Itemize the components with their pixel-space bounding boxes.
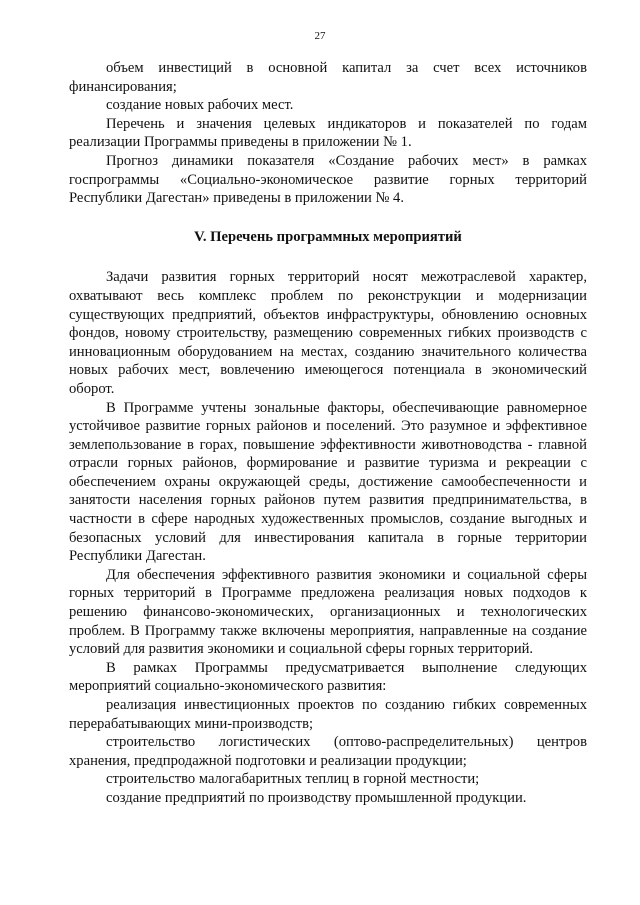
paragraph-tasks: Задачи развития горных территорий носят межотраслевой характер, охватывают весь комплекс проблем по реконструкции и модернизации существующих предприятий, объектов инфраструктуры, обновлению основных фондов, новому строительству, размещению современных гибких производств с инновационным оборудованием на местах, созданию значительного количества новых рабочих мест, вовлечению имеющегося потенциала в экономический оборот. [69, 269, 587, 397]
page-content [69, 59, 587, 808]
paragraph-zonal-factors: В Программе учтены зональные факторы, обеспечивающие равномерное устойчивое развитие горных районов и поселений. Это разумное и эффективное землепользование в горах, повышение эффективности животноводства - главной отрасли горных районов, формирование и развитие туризма и рекреации с обеспечением охраны окружающей среды, достижение самообеспеченности и занятости населения горных районов путем развития предпринимательства, в частности в сфере народных художественных промыслов, создание выгодных и безопасных условий для инвестирования капитала в горные территории Республики Дагестан. [69, 399, 587, 565]
page-number: 27 [314, 30, 326, 42]
paragraph-measures-intro: В рамках Программы предусматривается выполнение следующих мероприятий социально-экономического развития: [69, 659, 587, 695]
list-item-logistics-centers: строительство логистических (оптово-распределительных) центров хранения, предпродажной подготовки и реализации продукции; [69, 734, 587, 769]
list-item-investment-projects: реализация инвестиционных проектов по созданию гибких современных перерабатывающих мини-производств; [69, 697, 587, 732]
paragraph-new-jobs: создание новых рабочих мест. [106, 97, 294, 114]
paragraph-indicators-list: Перечень и значения целевых индикаторов и показателей по годам реализации Программы приведены в приложении № 1. [69, 115, 587, 151]
list-item-greenhouses: строительство малогабаритных теплиц в горной местности; [106, 771, 480, 788]
paragraph-forecast: Прогноз динамики показателя «Создание рабочих мест» в рамках госпрограммы «Социально-экономическое развитие горных территорий Республики Дагестан» приведены в приложении № 4. [69, 152, 587, 207]
paragraph-new-approaches: Для обеспечения эффективного развития экономики и социальной сферы горных территорий в Программе предложена реализация новых подходов к решению финансово-экономических, организационных и технологических проблем. В Программу также включены мероприятия, направленные на создание условий для развития экономики и социальной сферы горных территорий. [69, 566, 587, 658]
paragraph-investment: объем инвестиций в основной капитал за счет всех источников финансирования; [69, 60, 587, 95]
section-heading: V. Перечень программных мероприятий [194, 228, 462, 245]
list-item-industrial-enterprises: создание предприятий по производству промышленной продукции. [106, 789, 527, 806]
